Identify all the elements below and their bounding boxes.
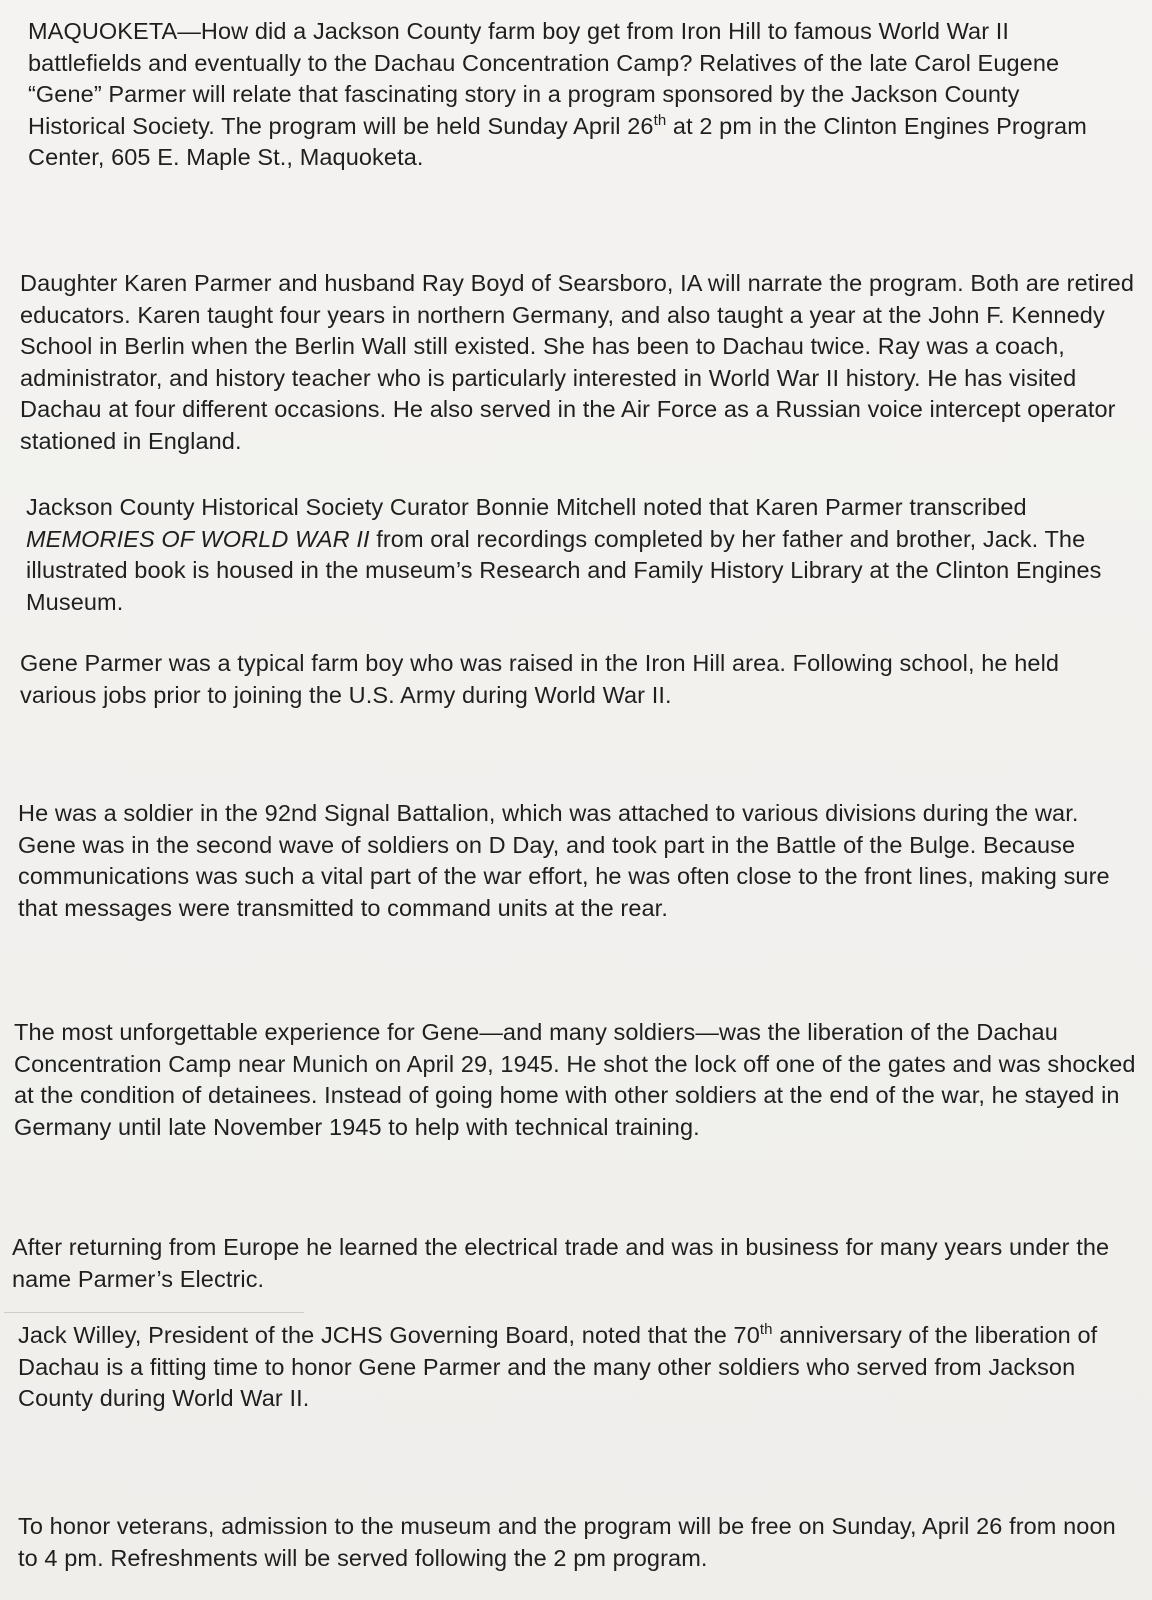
paragraph-after-war: After returning from Europe he learned the electrical trade and was in business for many years under the name Parmer’s Electric. [12, 1234, 1110, 1292]
paragraph-admission: To honor veterans, admission to the museum and the program will be free on Sunday, April 26 from noon to 4 pm. Refreshments will be served following the 2 pm program. [18, 1513, 1116, 1571]
paragraph-curator [26, 492, 1136, 618]
anniversary-text-cont: anniversary of the liberation of Dachau is a fitting time to honor Gene Parmer and the many other soldiers who served from Jackson County during World War II. [18, 1322, 1098, 1411]
ordinal-suffix: th [759, 1321, 773, 1339]
paragraph-intro [28, 16, 1118, 174]
paragraph-narrators: Daughter Karen Parmer and husband Ray Boyd of Searsboro, IA will narrate the program. Both are retired educators. Karen taught four years in northern Germany, and also taught a year at the John F. Kennedy School in Berlin when the Berlin Wall still existed. She has been to Dachau twice. Ray was a coach, administrator, and history teacher who is particularly interested in World War II history. He has visited Dachau at four different occasions. He also served in the Air Force as a Russian voice intercept operator stationed in England. [20, 270, 1134, 454]
faint-divider [4, 1312, 304, 1313]
curator-text-cont: from oral recordings completed by her father and brother, Jack. The illustrated book is housed in the museum’s Research and Family History Library at the Clinton Engines Museum. [26, 525, 1102, 615]
intro-text: MAQUOKETA—How did a Jackson County farm boy get from Iron Hill to famous World War II battlefields and eventually to the Dachau Concentration Camp? Relatives of the late Carol Eugene “Gene” Parmer will relate that fascinating story in a program sponsored by the Jackson County Historical Society. The program will be held Sunday April 26 [28, 18, 1060, 139]
intro-text-cont: at 2 pm in the Clinton Engines Program Center, 605 E. Maple St., Maquoketa. [28, 112, 1087, 170]
book-title: MEMORIES OF WORLD WAR II [26, 525, 370, 552]
anniversary-text: Jack Willey, President of the JCHS Governing Board, noted that the 70 [18, 1322, 760, 1348]
paragraph-soldier: He was a soldier in the 92nd Signal Battalion, which was attached to various divisions during the war. Gene was in the second wave of soldiers on D Day, and took part in the Battle of the Bulge. Because communications was such a vital part of the war effort, he was often close to the front lines, making sure that messages were transmitted to command units at the rear. [18, 800, 1110, 921]
ordinal-suffix: th [653, 111, 667, 129]
paragraph-liberation: The most unforgettable experience for Gene—and many soldiers—was the liberation of the Dachau Concentration Camp near Munich on April 29, 1945. He shot the lock off one of the gates and was shocked at the condition of detainees. Instead of going home with other soldiers at the end of the war, he stayed in Germany until late November 1945 to help with technical training. [14, 1019, 1136, 1140]
paragraph-farm-boy: Gene Parmer was a typical farm boy who was raised in the Iron Hill area. Following school, he held various jobs prior to joining the U.S. Army during World War II. [20, 650, 1060, 708]
paragraph-anniversary [18, 1320, 1128, 1415]
curator-text: Jackson County Historical Society Curator Bonnie Mitchell noted that Karen Parmer transcribed [26, 494, 1027, 520]
